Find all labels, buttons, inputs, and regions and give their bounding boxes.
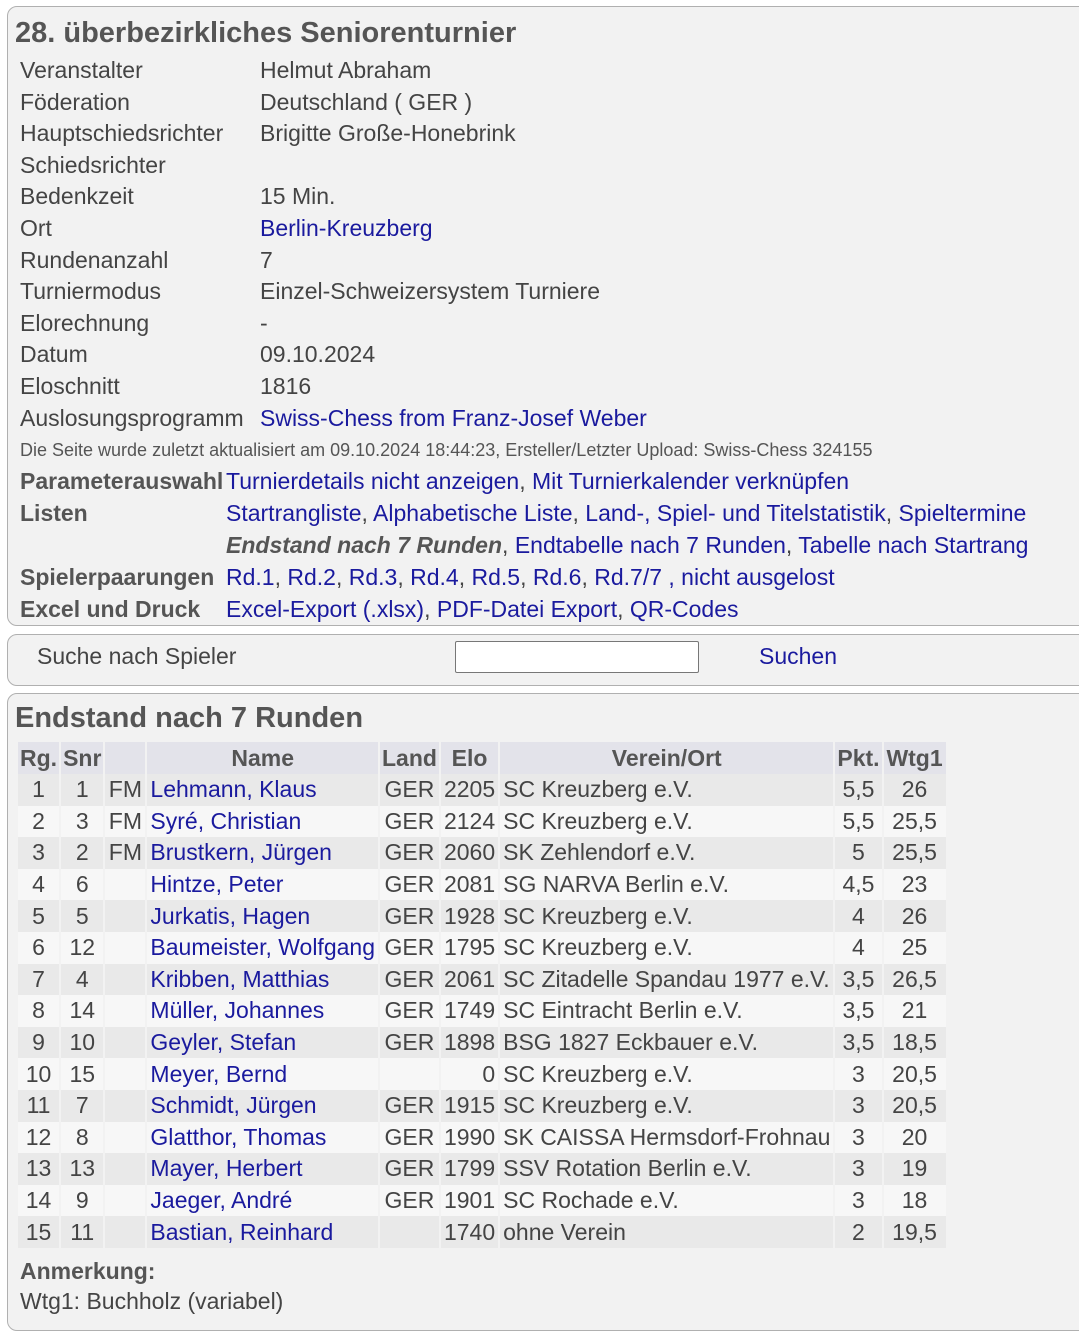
cell-name: [147, 964, 378, 996]
search-input[interactable]: [455, 641, 699, 673]
info-value-text: 7: [260, 246, 273, 273]
info-value-text: 1816: [260, 372, 312, 399]
table-row: [18, 964, 946, 996]
list-link[interactable]: Land-, Spiel- und Titelstatistik: [585, 500, 886, 526]
info-row: [20, 118, 647, 150]
cell-land: GER: [380, 932, 439, 964]
info-value-link[interactable]: Berlin-Kreuzberg: [260, 214, 433, 241]
info-key: Turniermodus: [20, 278, 162, 305]
cell-elo: 2060: [441, 837, 498, 869]
cell-name: [147, 1058, 378, 1090]
cell-name: [147, 1090, 378, 1122]
cell-snr: 4: [61, 964, 103, 996]
table-row: [18, 1216, 946, 1248]
cell-title: [105, 1058, 145, 1090]
info-key: Schiedsrichter: [20, 151, 166, 178]
cell-wtg1: 19: [884, 1153, 946, 1185]
table-row: [18, 932, 946, 964]
table-row: [18, 806, 946, 838]
table-row: [18, 1122, 946, 1154]
cell-land: GER: [380, 1122, 439, 1154]
search-button[interactable]: Suchen: [759, 643, 838, 669]
info-row: [20, 150, 647, 182]
cell-title: [105, 1090, 145, 1122]
cell-elo: 1898: [441, 1027, 498, 1059]
col-header-elo: Elo: [441, 742, 498, 774]
cell-verein: SSV Rotation Berlin e.V.: [500, 1153, 833, 1185]
table-row: [18, 995, 946, 1027]
cell-verein: SC Kreuzberg e.V.: [500, 932, 833, 964]
info-row: [20, 308, 647, 340]
cell-points: 3,5: [835, 1027, 881, 1059]
round-link[interactable]: Rd.1: [226, 564, 275, 590]
cell-elo: 1740: [441, 1216, 498, 1248]
player-link[interactable]: Geyler, Stefan: [150, 1029, 297, 1056]
cell-rank: 15: [18, 1216, 59, 1248]
separator: ,: [617, 596, 630, 622]
cell-rank: 5: [18, 900, 59, 932]
list-link[interactable]: Endtabelle nach 7 Runden: [514, 532, 786, 558]
round-link[interactable]: Rd.6: [532, 564, 582, 590]
cell-points: 3: [835, 1185, 881, 1217]
table-row: [18, 1090, 946, 1122]
col-header-snr: Snr: [61, 742, 103, 774]
info-key: Veranstalter: [20, 57, 143, 83]
param-links: [226, 497, 1028, 529]
cell-name: [147, 869, 378, 901]
cell-name: [147, 1216, 378, 1248]
cell-title: [105, 900, 145, 932]
separator: ,: [458, 564, 472, 590]
cell-points: 4: [835, 900, 881, 932]
cell-rank: 10: [18, 1058, 59, 1090]
cell-name: [147, 932, 378, 964]
info-value: [260, 371, 647, 403]
param-label: Parameterauswahl: [20, 468, 224, 494]
note-text: Wtg1: Buchholz (variabel): [20, 1288, 284, 1314]
separator: ,: [361, 500, 374, 526]
cell-land: GER: [380, 837, 439, 869]
cell-land: GER: [380, 1027, 439, 1059]
separator: ,: [520, 564, 533, 590]
round-link[interactable]: Rd.5: [471, 564, 521, 590]
list-link[interactable]: Spieltermine: [898, 500, 1027, 526]
cell-wtg1: 18,5: [884, 1027, 946, 1059]
cell-land: GER: [380, 869, 439, 901]
separator: ,: [519, 468, 532, 494]
table-row: [18, 900, 946, 932]
cell-elo: 1901: [441, 1185, 498, 1217]
info-row: [20, 181, 647, 213]
cell-rank: 6: [18, 932, 59, 964]
cell-verein: SC Kreuzberg e.V.: [500, 1058, 833, 1090]
cell-verein: SC Kreuzberg e.V.: [500, 1090, 833, 1122]
table-row: [18, 1153, 946, 1185]
standings-title: Endstand nach 7 Runden: [15, 702, 364, 734]
note-title: Anmerkung:: [20, 1258, 156, 1284]
table-row: [18, 1185, 946, 1217]
info-value: [260, 150, 647, 182]
cell-title: [105, 1027, 145, 1059]
cell-points: 3: [835, 1122, 881, 1154]
cell-wtg1: 26: [884, 900, 946, 932]
cell-wtg1: 20,5: [884, 1058, 946, 1090]
cell-land: [380, 1058, 439, 1090]
info-value-text: 09.10.2024: [260, 341, 376, 368]
param-links: [226, 561, 1028, 593]
info-key: Ort: [20, 214, 52, 241]
cell-points: 4,5: [835, 869, 881, 901]
info-value-text: Brigitte Große-Honebrink: [260, 120, 516, 147]
cell-wtg1: 23: [884, 869, 946, 901]
standings-table: [16, 742, 948, 1248]
cell-verein: SC Rochade e.V.: [500, 1185, 833, 1217]
param-links: [226, 529, 1028, 561]
parameter-link[interactable]: Mit Turnierkalender verknüpfen: [532, 468, 850, 494]
info-value: [260, 276, 647, 308]
cell-snr: 11: [61, 1216, 103, 1248]
separator: ,: [502, 532, 515, 558]
separator: ,: [424, 596, 437, 622]
info-value-text: Einzel-Schweizersystem Turniere: [260, 278, 601, 305]
cell-snr: 9: [61, 1185, 103, 1217]
export-link[interactable]: PDF-Datei Export: [436, 596, 618, 622]
info-value-link[interactable]: Swiss-Chess from Franz-Josef Weber: [260, 404, 647, 431]
cell-title: [105, 1216, 145, 1248]
cell-rank: 12: [18, 1122, 59, 1154]
param-row-paarungen: [20, 561, 1028, 593]
player-link[interactable]: Kribben, Matthias: [150, 965, 330, 992]
info-key: Bedenkzeit: [20, 183, 134, 210]
standings-panel: [7, 693, 1079, 1331]
cell-land: GER: [380, 964, 439, 996]
info-row: [20, 213, 647, 245]
cell-wtg1: 25,5: [884, 837, 946, 869]
standings-body: [18, 774, 946, 1248]
cell-rank: 2: [18, 806, 59, 838]
info-value-text: Helmut Abraham: [260, 57, 432, 83]
cell-elo: 2124: [441, 806, 498, 838]
cell-snr: 3: [61, 806, 103, 838]
info-value-text: -: [260, 309, 268, 336]
info-value: [260, 213, 647, 245]
cell-wtg1: 26,5: [884, 964, 946, 996]
last-updated-text: Die Seite wurde zuletzt aktualisiert am 09.10.2024 18:44:23, Ersteller/Letzter Upload: Swiss-Chess 324155: [20, 440, 873, 460]
cell-title: [105, 869, 145, 901]
cell-land: GER: [380, 1090, 439, 1122]
cell-points: 5,5: [835, 806, 881, 838]
tournament-title: 28. überbezirkliches Seniorenturnier: [15, 17, 517, 49]
search-panel: [7, 634, 1079, 686]
player-link[interactable]: Baumeister, Wolfgang: [150, 934, 375, 961]
cell-snr: 1: [61, 774, 103, 806]
cell-rank: 14: [18, 1185, 59, 1217]
cell-rank: 1: [18, 774, 59, 806]
cell-points: 5,5: [835, 774, 881, 806]
param-row-parameterauswahl: [20, 465, 1028, 497]
info-key: Hauptschiedsrichter: [20, 120, 224, 147]
cell-rank: 13: [18, 1153, 59, 1185]
cell-snr: 10: [61, 1027, 103, 1059]
param-label: Listen: [20, 500, 88, 526]
col-header-points: Pkt.: [835, 742, 881, 774]
separator: ,: [572, 500, 586, 526]
cell-land: GER: [380, 995, 439, 1027]
cell-name: [147, 806, 378, 838]
info-key: Rundenanzahl: [20, 246, 169, 273]
cell-rank: 3: [18, 837, 59, 869]
player-link[interactable]: Lehmann, Klaus: [150, 776, 317, 803]
cell-verein: SK Zehlendorf e.V.: [500, 837, 833, 869]
cell-name: [147, 774, 378, 806]
not-drawn-link[interactable]: , nicht ausgelost: [662, 564, 835, 590]
cell-title: [105, 964, 145, 996]
cell-rank: 11: [18, 1090, 59, 1122]
cell-wtg1: 25,5: [884, 806, 946, 838]
cell-wtg1: 25: [884, 932, 946, 964]
cell-land: GER: [380, 1185, 439, 1217]
cell-points: 5: [835, 837, 881, 869]
tournament-info-table: [20, 55, 647, 434]
cell-points: 3,5: [835, 995, 881, 1027]
cell-wtg1: 20,5: [884, 1090, 946, 1122]
cell-verein: SG NARVA Berlin e.V.: [500, 869, 833, 901]
cell-wtg1: 18: [884, 1185, 946, 1217]
current-list-label: Endstand nach 7 Runden: [226, 532, 503, 558]
player-link[interactable]: Jaeger, André: [150, 1187, 293, 1214]
cell-name: [147, 900, 378, 932]
cell-snr: 14: [61, 995, 103, 1027]
cell-elo: 0: [441, 1058, 498, 1090]
cell-verein: SC Zitadelle Spandau 1977 e.V.: [500, 964, 833, 996]
cell-rank: 4: [18, 869, 59, 901]
cell-elo: 2081: [441, 869, 498, 901]
cell-verein: SC Kreuzberg e.V.: [500, 774, 833, 806]
cell-land: GER: [380, 900, 439, 932]
cell-snr: 6: [61, 869, 103, 901]
separator: ,: [581, 564, 595, 590]
cell-snr: 15: [61, 1058, 103, 1090]
list-link[interactable]: Startrangliste: [226, 500, 362, 526]
cell-title: [105, 932, 145, 964]
cell-elo: 2205: [441, 774, 498, 806]
cell-wtg1: 21: [884, 995, 946, 1027]
player-link[interactable]: Schmidt, Jürgen: [150, 1092, 317, 1119]
search-label: Suche nach Spieler: [37, 643, 237, 669]
player-link[interactable]: Jurkatis, Hagen: [150, 902, 311, 929]
cell-title: FM: [105, 837, 145, 869]
col-header-verein: Verein/Ort: [500, 742, 833, 774]
col-header-name: Name: [147, 742, 378, 774]
info-value: [260, 339, 647, 371]
table-row: [18, 869, 946, 901]
cell-elo: 1990: [441, 1122, 498, 1154]
info-row: [20, 55, 647, 87]
cell-name: [147, 1185, 378, 1217]
cell-points: 3: [835, 1153, 881, 1185]
cell-land: GER: [380, 806, 439, 838]
cell-points: 4: [835, 932, 881, 964]
col-header-wtg1: Wtg1: [884, 742, 946, 774]
separator: ,: [785, 532, 799, 558]
tournament-details-panel: [7, 6, 1079, 626]
info-row: [20, 276, 647, 308]
cell-name: [147, 1153, 378, 1185]
table-row: [18, 1027, 946, 1059]
info-value: [260, 403, 647, 435]
cell-verein: BSG 1827 Eckbauer e.V.: [500, 1027, 833, 1059]
param-label: Spielerpaarungen: [20, 564, 215, 590]
cell-name: [147, 995, 378, 1027]
round-link[interactable]: Rd.4: [410, 564, 459, 590]
cell-wtg1: 20: [884, 1122, 946, 1154]
param-row-excel: [20, 593, 1028, 625]
param-links: [226, 465, 1028, 497]
cell-wtg1: 19,5: [884, 1216, 946, 1248]
cell-elo: 2061: [441, 964, 498, 996]
cell-points: 3,5: [835, 964, 881, 996]
player-link[interactable]: Glatthor, Thomas: [150, 1123, 327, 1150]
table-row: [18, 837, 946, 869]
player-link[interactable]: Meyer, Bernd: [150, 1060, 288, 1087]
player-link[interactable]: Müller, Johannes: [150, 997, 325, 1024]
table-row: [18, 774, 946, 806]
cell-snr: 13: [61, 1153, 103, 1185]
round-link[interactable]: Rd.7/7: [594, 564, 663, 590]
export-link[interactable]: QR-Codes: [629, 596, 739, 622]
cell-points: 2: [835, 1216, 881, 1248]
info-key: Eloschnitt: [20, 372, 120, 399]
cell-name: [147, 837, 378, 869]
param-links: [226, 593, 1028, 625]
cell-elo: 1928: [441, 900, 498, 932]
info-row: [20, 245, 647, 277]
cell-verein: SK CAISSA Hermsdorf-Frohnau: [500, 1122, 833, 1154]
cell-snr: 8: [61, 1122, 103, 1154]
cell-land: GER: [380, 774, 439, 806]
cell-points: 3: [835, 1058, 881, 1090]
round-link[interactable]: Rd.2: [287, 564, 336, 590]
separator: ,: [885, 500, 899, 526]
cell-title: [105, 1185, 145, 1217]
info-value: [260, 55, 647, 87]
export-link[interactable]: Excel-Export (.xlsx): [226, 596, 425, 622]
cell-verein: SC Kreuzberg e.V.: [500, 806, 833, 838]
info-key: Datum: [20, 341, 88, 368]
parameter-table: [20, 465, 1028, 625]
info-row: [20, 371, 647, 403]
cell-verein: SC Eintracht Berlin e.V.: [500, 995, 833, 1027]
cell-land: GER: [380, 1153, 439, 1185]
separator: ,: [274, 564, 288, 590]
info-value-text: 15 Min.: [260, 183, 336, 210]
cell-snr: 7: [61, 1090, 103, 1122]
cell-name: [147, 1027, 378, 1059]
col-header-rank: Rg.: [18, 742, 59, 774]
info-key: Auslosungsprogramm: [20, 404, 244, 431]
cell-land: [380, 1216, 439, 1248]
col-header-land: Land: [380, 742, 439, 774]
standings-header-row: [18, 742, 946, 774]
info-value: [260, 308, 647, 340]
list-link[interactable]: Tabelle nach Startrang: [798, 532, 1029, 558]
info-value: [260, 118, 647, 150]
param-label: Excel und Druck: [20, 596, 201, 622]
cell-title: [105, 1122, 145, 1154]
info-row: [20, 339, 647, 371]
param-label-empty: [20, 529, 226, 561]
info-key: Elorechnung: [20, 309, 150, 336]
player-link[interactable]: Bastian, Reinhard: [150, 1218, 334, 1245]
param-row-listen-2: [20, 529, 1028, 561]
cell-verein: SC Kreuzberg e.V.: [500, 900, 833, 932]
param-row-listen: [20, 497, 1028, 529]
cell-rank: 9: [18, 1027, 59, 1059]
info-row: [20, 87, 647, 119]
table-row: [18, 1058, 946, 1090]
player-link[interactable]: Hintze, Peter: [150, 871, 284, 898]
player-link[interactable]: Mayer, Herbert: [150, 1155, 303, 1182]
cell-rank: 8: [18, 995, 59, 1027]
cell-snr: 12: [61, 932, 103, 964]
cell-points: 3: [835, 1090, 881, 1122]
cell-wtg1: 26: [884, 774, 946, 806]
cell-elo: 1915: [441, 1090, 498, 1122]
parameter-link[interactable]: Turnierdetails nicht anzeigen: [226, 468, 520, 494]
separator: ,: [397, 564, 411, 590]
info-value-text: Deutschland ( GER ): [260, 88, 473, 115]
cell-snr: 2: [61, 837, 103, 869]
info-row: [20, 403, 647, 435]
list-link[interactable]: Alphabetische Liste: [373, 500, 573, 526]
cell-title: FM: [105, 774, 145, 806]
info-value: [260, 245, 647, 277]
cell-title: [105, 1153, 145, 1185]
cell-elo: 1799: [441, 1153, 498, 1185]
round-link[interactable]: Rd.3: [348, 564, 398, 590]
cell-elo: 1749: [441, 995, 498, 1027]
player-link[interactable]: Syré, Christian: [150, 807, 302, 834]
cell-snr: 5: [61, 900, 103, 932]
info-key: Föderation: [20, 88, 130, 115]
cell-title: FM: [105, 806, 145, 838]
player-link[interactable]: Brustkern, Jürgen: [150, 839, 332, 866]
info-value: [260, 87, 647, 119]
cell-title: [105, 995, 145, 1027]
cell-name: [147, 1122, 378, 1154]
col-header-title: [105, 742, 145, 774]
separator: ,: [335, 564, 349, 590]
cell-verein: ohne Verein: [500, 1216, 833, 1248]
cell-elo: 1795: [441, 932, 498, 964]
cell-rank: 7: [18, 964, 59, 996]
info-value: [260, 181, 647, 213]
